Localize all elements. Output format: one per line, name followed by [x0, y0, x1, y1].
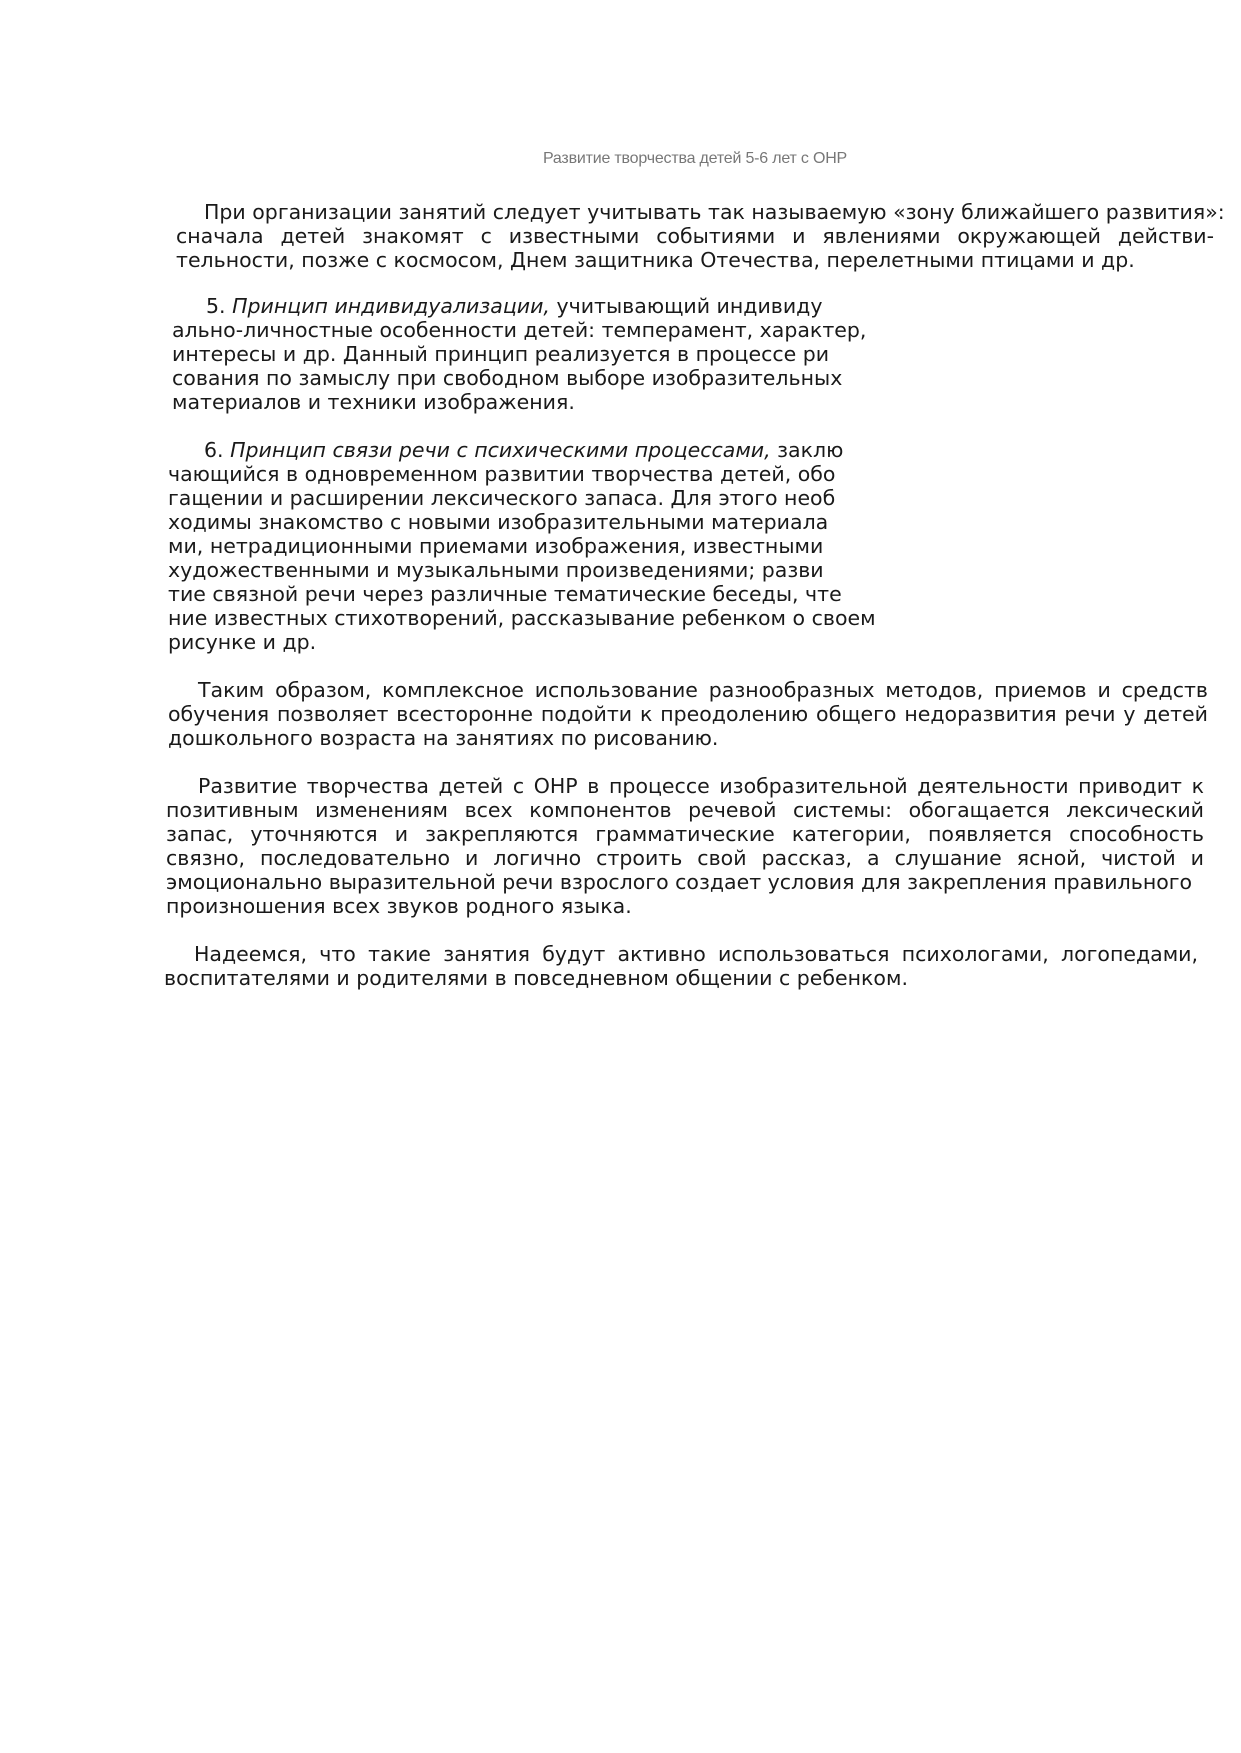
text-line: тельности, позже с космосом, Днем защитника Отечества, перелетными птицами и др. [176, 248, 1135, 272]
text-line: ние известных стихотворений, рассказывание ребенком о своем [168, 606, 876, 630]
running-header: Развитие творчества детей 5-6 лет с ОНР [542, 150, 848, 167]
text-line: ми, нетрадиционными приемами изображения, известными [168, 534, 824, 558]
text-line: При организации занятий следует учитывать так называемую «зону ближайшего развития»: [204, 200, 1225, 224]
text-line: Развитие творчества детей с ОНР в процессе изобразительной деятельности приводит к [198, 774, 1204, 798]
principle-text: заклю [777, 438, 844, 462]
text-line: эмоционально выразительной речи взрослого создает условия для закрепления правильного [166, 870, 1193, 894]
text-line [206, 294, 822, 318]
text-line: дошкольного возраста на занятиях по рисованию. [168, 726, 719, 750]
text-line: ходимы знакомство с новыми изобразительными материала [168, 510, 829, 534]
text-line: обучения позволяет всесторонне подойти к преодолению общего недоразвития речи у детей [168, 702, 1208, 726]
text-line: гащении и расширении лексического запаса. Для этого необ [168, 486, 836, 510]
text-line: сования по замыслу при свободном выборе изобразительных [172, 366, 843, 390]
text-line: произношения всех звуков родного языка. [166, 894, 632, 918]
principle-text: учитывающий индивиду [556, 294, 823, 318]
list-number: 5. [206, 294, 226, 318]
text-line: рисунке и др. [168, 630, 317, 654]
text-line: сначала детей знакомят с известными событиями и явлениями окружающей действи- [176, 224, 1214, 248]
text-line: Таким образом, комплексное использование разнообразных методов, приемов и средств [198, 678, 1208, 702]
text-line [204, 438, 843, 462]
text-line: ально-личностные особенности детей: темперамент, характер, [172, 318, 867, 342]
text-line: Надеемся, что такие занятия будут активно использоваться психологами, логопедами, [194, 942, 1198, 966]
text-line: тие связной речи через различные тематические беседы, чте [168, 582, 842, 606]
text-line: воспитателями и родителями в повседневном общении с ребенком. [164, 966, 908, 990]
text-line: чающийся в одновременном развитии творчества детей, обо [168, 462, 836, 486]
text-line: интересы и др. Данный принцип реализуется в процессе ри [172, 342, 830, 366]
principle-title: Принцип индивидуализации, [232, 294, 550, 318]
principle-title: Принцип связи речи с психическими процессами, [230, 438, 771, 462]
text-line: позитивным изменениям всех компонентов речевой системы: обогащается лексический [166, 798, 1204, 822]
list-number: 6. [204, 438, 224, 462]
text-line: связно, последовательно и логично строить свой рассказ, а слушание ясной, чистой и [166, 846, 1204, 870]
text-line: материалов и техники изображения. [172, 390, 575, 414]
text-line: запас, уточняются и закрепляются грамматические категории, появляется способность [166, 822, 1204, 846]
text-line: художественными и музыкальными произведениями; разви [168, 558, 824, 582]
